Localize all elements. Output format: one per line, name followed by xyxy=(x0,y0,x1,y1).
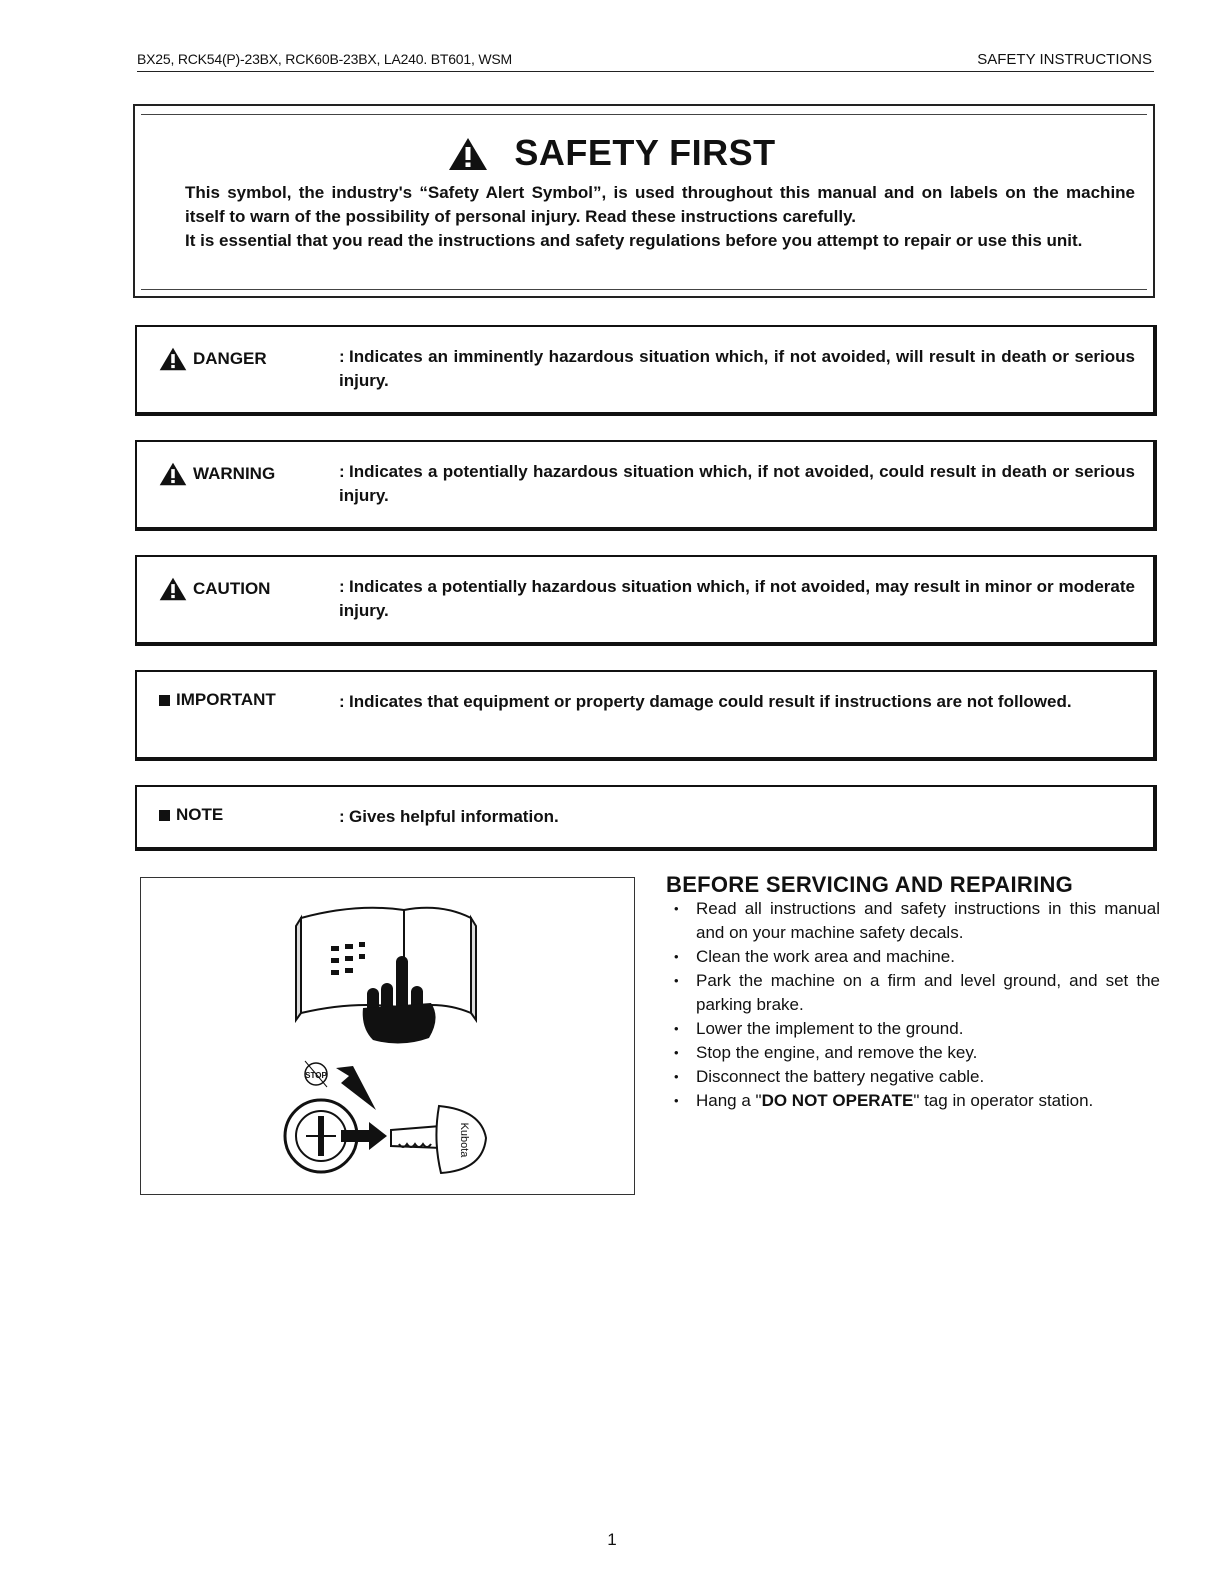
warning-label: WARNING xyxy=(193,464,276,483)
note-description: Gives helpful information. xyxy=(349,807,559,826)
list-item: • Stop the engine, and remove the key. xyxy=(668,1041,1160,1065)
turn-arrow-icon xyxy=(336,1066,376,1110)
header-rule xyxy=(137,71,1154,72)
danger-label: DANGER xyxy=(193,349,267,368)
important-box: IMPORTANT : Indicates that equipment or property damage could result if instructions are not followed. xyxy=(135,670,1157,761)
warning-description: Indicates a potentially hazardous situation which, if not avoided, could result in death or serious injury. xyxy=(339,462,1135,505)
safety-alert-icon xyxy=(448,137,488,171)
safety-first-para2: It is essential that you read the instructions and safety regulations before you attempt to repair or use this unit. xyxy=(185,231,1083,250)
key-brand-label: Kubota xyxy=(458,1122,470,1158)
note-label: NOTE xyxy=(176,805,224,824)
stop-label: STOP xyxy=(305,1071,327,1080)
list-item: • Read all instructions and safety instructions in this manual and on your machine safety decals. xyxy=(668,897,1160,945)
black-square-icon xyxy=(159,695,170,706)
safety-first-para1: This symbol, the industry's “Safety Alert Symbol”, is used throughout this manual and on labels on the machine itself to warn of the possibility of personal injury. Read these instructions carefully. xyxy=(185,183,1135,226)
list-item: • Hang a "DO NOT OPERATE" tag in operator station. xyxy=(668,1089,1160,1113)
safety-alert-icon xyxy=(159,460,187,488)
safety-first-title-text: SAFETY FIRST xyxy=(514,132,776,173)
list-item: • Park the machine on a firm and level ground, and set the parking brake. xyxy=(668,969,1160,1017)
warning-box: WARNING : Indicates a potentially hazardous situation which, if not avoided, could result in death or serious injury. xyxy=(135,440,1157,531)
header-section-title: SAFETY INSTRUCTIONS xyxy=(977,51,1152,68)
caution-box: CAUTION : Indicates a potentially hazardous situation which, if not avoided, may result in minor or moderate injury. xyxy=(135,555,1157,646)
safety-alert-icon xyxy=(159,345,187,373)
list-item: • Clean the work area and machine. xyxy=(668,945,1160,969)
before-servicing-title: BEFORE SERVICING AND REPAIRING xyxy=(666,872,1074,897)
illustration-box xyxy=(140,877,635,1195)
before-servicing-list xyxy=(668,897,1160,1113)
important-description: Indicates that equipment or property damage could result if instructions are not followed. xyxy=(349,692,1072,711)
caution-label: CAUTION xyxy=(193,579,271,598)
page-number: 1 xyxy=(607,1530,617,1549)
note-box: NOTE : Gives helpful information. xyxy=(135,785,1157,851)
list-item: • Lower the implement to the ground. xyxy=(668,1017,1160,1041)
key-icon xyxy=(391,1106,486,1173)
do-not-operate-text: DO NOT OPERATE xyxy=(761,1091,914,1110)
safety-first-text xyxy=(155,181,1135,253)
safety-alert-icon xyxy=(159,575,187,603)
black-square-icon xyxy=(159,810,170,821)
caution-description: Indicates a potentially hazardous situation which, if not avoided, may result in minor or moderate injury. xyxy=(339,577,1135,620)
danger-box: DANGER : Indicates an imminently hazardous situation which, if not avoided, will result in death or serious injury. xyxy=(135,325,1157,416)
important-label: IMPORTANT xyxy=(176,690,276,709)
stop-sign-icon xyxy=(305,1061,327,1087)
list-item: • Disconnect the battery negative cable. xyxy=(668,1065,1160,1089)
header-model-list: BX25, RCK54(P)-23BX, RCK60B-23BX, LA240. BT601, WSM xyxy=(137,51,512,67)
read-manual-illustration xyxy=(141,878,636,1196)
safety-first-title xyxy=(0,132,1224,174)
danger-description: Indicates an imminently hazardous situation which, if not avoided, will result in death or serious injury. xyxy=(339,347,1135,390)
